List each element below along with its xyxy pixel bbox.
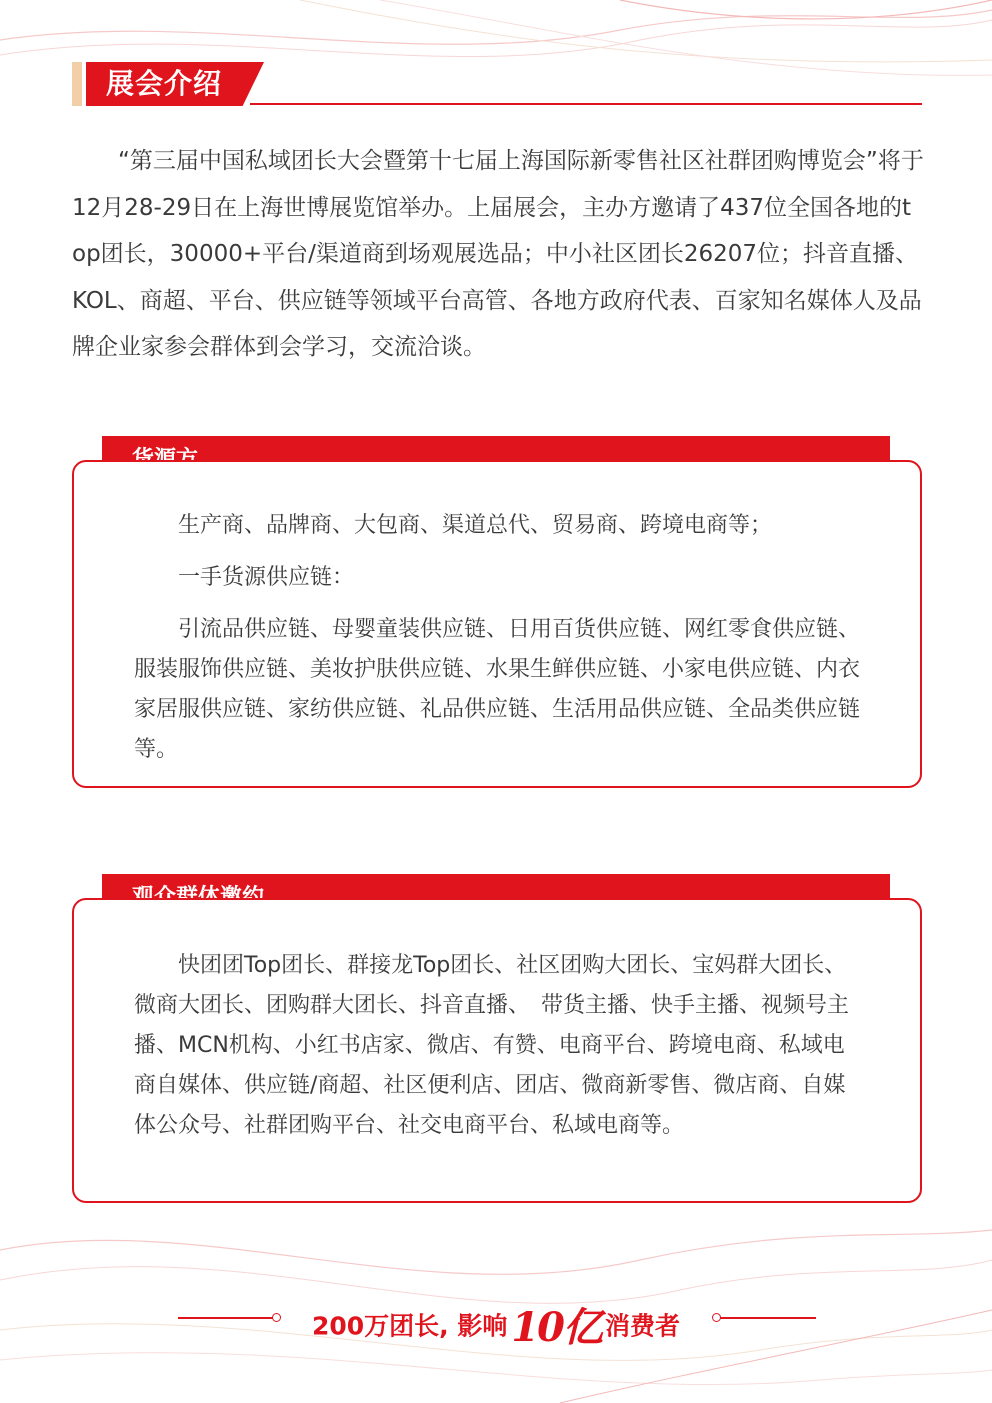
audience-paragraph: 快团团Top团长、群接龙Top团长、社区团购大团长、宝妈群大团长、微商大团长、团购群大团长、抖音直播、 带货主播、快手主播、视频号主播、MCN机构、小红书店家、微店、有赞、电商平台、跨境电商、私域电商自媒体、供应链/商超、社区便利店、团店、微商新零售、微店商、自媒体公众号、社群团购平台、社交电商平台、私域电商等。 — [134, 953, 850, 1138]
title-underline — [250, 103, 922, 105]
suppliers-paragraph-2: 一手货源供应链： — [178, 565, 355, 590]
page-title: 展会介绍 — [106, 67, 223, 100]
suppliers-box — [72, 460, 922, 788]
slogan-highlight: 10亿 — [511, 1304, 602, 1351]
slogan — [0, 1296, 992, 1353]
intro-paragraph: “第三届中国私域团长大会暨第十七届上海国际新零售社区社群团购博览会”将于12月28-29日在上海世博展览馆举办。上届展会，主办方邀请了437位全国各地的top团长，30000+平台/渠道商到场观展选品；中小社区团长26207位；抖音直播、KOL、商超、平台、供应链等领域平台高管、各地方政府代表、百家知名媒体人及品牌企业家参会群体到会学习，交流洽谈。 — [72, 148, 924, 360]
title-accent-bar — [72, 62, 82, 106]
suppliers-paragraph-1: 生产商、品牌商、大包商、渠道总代、贸易商、跨境电商等； — [178, 513, 773, 538]
slogan-part-1: 200万团长, 影响 — [311, 1311, 508, 1341]
audience-box — [72, 898, 922, 1203]
slogan-part-3: 消费者 — [605, 1311, 681, 1341]
suppliers-paragraph-3: 引流品供应链、母婴童装供应链、日用百货供应链、网红零食供应链、服装服饰供应链、美妆护肤供应链、水果生鲜供应链、小家电供应链、内衣家居服供应链、家纺供应链、礼品供应链、生活用品供应链、全品类供应链等。 — [134, 617, 861, 762]
